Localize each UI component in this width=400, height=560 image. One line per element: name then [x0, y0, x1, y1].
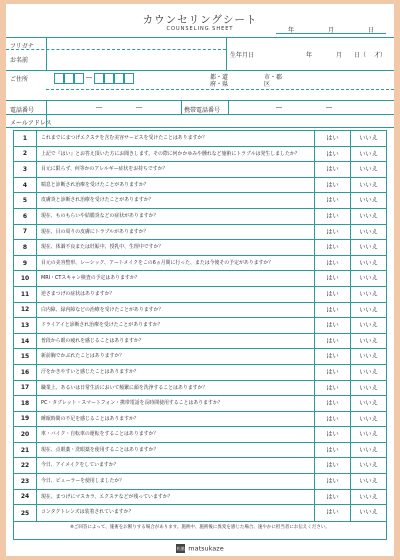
question-text: 現在、体調不良または妊娠中、授乳中、生理中ですか？	[36, 240, 314, 255]
question-row	[14, 178, 386, 194]
answer-no-option[interactable]: いいえ	[350, 256, 386, 271]
question-number: 14	[20, 337, 30, 345]
postal-code-box-3[interactable]	[74, 73, 84, 84]
question-text: 現在、目の周りの皮膚にトラブルがありますか？	[36, 225, 314, 240]
question-text: 汗をかきやすいと感じたことはありますか？	[36, 365, 314, 380]
answer-no-option[interactable]: いいえ	[350, 334, 386, 349]
question-text: MRI・CTスキャン検査の予定はありますか？	[36, 271, 314, 286]
birthdate-label: 生年月日	[230, 52, 255, 59]
answer-no-option[interactable]: いいえ	[350, 209, 386, 224]
form-date-field[interactable]	[276, 24, 386, 34]
mobile-label: 携帯電話番号	[184, 107, 221, 114]
mobile-separator-1: ―	[276, 104, 282, 111]
question-number: 20	[20, 431, 30, 439]
answer-no-option[interactable]: いいえ	[350, 458, 386, 473]
postal-code-box-4[interactable]	[94, 73, 104, 84]
answer-no-option[interactable]: いいえ	[350, 193, 386, 208]
city-label-bottom: 区	[264, 81, 271, 88]
question-text: 目元の美容整形、レーシック、アートメイクをこの6ヵ月間に行った、または今後その予定がありますか？	[36, 256, 314, 271]
question-number: 7	[22, 228, 28, 236]
disclaimer-note: ※ご回答によって、施術をお断りする場合があります。施術中、施術後に異変を感じた場合、速やかに担当者にお伝えください。	[70, 525, 330, 530]
question-number: 8	[22, 243, 28, 251]
answer-no-option[interactable]: いいえ	[350, 178, 386, 193]
birth-month-label: 月	[336, 52, 343, 59]
answer-yes-option[interactable]: はい	[314, 412, 350, 427]
date-year-label: 年	[288, 27, 295, 34]
question-row	[14, 412, 386, 428]
postal-code-box-1[interactable]	[54, 73, 64, 84]
answer-no-option[interactable]: いいえ	[350, 396, 386, 411]
answer-yes-option[interactable]: はい	[314, 505, 350, 521]
date-day-label: 日	[368, 27, 375, 34]
question-text: 車・バイク・自転車の運転をすることはありますか？	[36, 427, 314, 442]
answer-yes-option[interactable]: はい	[314, 178, 350, 193]
question-row	[14, 225, 386, 241]
question-number: 10	[20, 275, 30, 283]
question-text: 現在、まつげにマスカラ、エクステなどが残っていますか？	[36, 490, 314, 505]
question-row	[14, 458, 386, 474]
question-number: 11	[20, 290, 30, 298]
answer-no-option[interactable]: いいえ	[350, 381, 386, 396]
answer-yes-option[interactable]: はい	[314, 209, 350, 224]
counseling-sheet	[6, 4, 394, 556]
question-number: 18	[20, 399, 30, 407]
phone-separator-1: ―	[96, 104, 102, 111]
answer-no-option[interactable]: いいえ	[350, 490, 386, 505]
answer-yes-option[interactable]: はい	[314, 365, 350, 380]
question-text: 普段から眼の疲れを感じることはありますか？	[36, 334, 314, 349]
question-text: 喘息と診断され治療を受けたことがありますか？	[36, 178, 314, 193]
answer-yes-option[interactable]: はい	[314, 256, 350, 271]
question-text: 上記で『はい』とお答え頂いた方にお聞きします。その際に何かかゆみや腫れなど施術にトラブルは発生しましたか？	[36, 147, 314, 162]
answer-yes-option[interactable]: はい	[314, 287, 350, 302]
question-text: 睡眠時間の不足を感じることはありますか？	[36, 412, 314, 427]
question-row	[14, 490, 386, 506]
answer-no-option[interactable]: いいえ	[350, 474, 386, 489]
question-number: 6	[22, 212, 28, 220]
birth-day-label: 日（	[354, 52, 367, 59]
question-row	[14, 256, 386, 272]
question-text: 白内障、緑内障などの治療を受けたことがありますか？	[36, 303, 314, 318]
answer-yes-option[interactable]: はい	[314, 490, 350, 505]
answer-yes-option[interactable]: はい	[314, 193, 350, 208]
question-number: 25	[20, 509, 30, 517]
answer-no-option[interactable]: いいえ	[350, 287, 386, 302]
answer-yes-option[interactable]: はい	[314, 427, 350, 442]
question-number: 15	[20, 353, 30, 361]
brand-footer	[6, 544, 394, 553]
postal-code-box-5[interactable]	[104, 73, 114, 84]
question-text: 現在、点眼薬・洗眼薬を使用することはありますか？	[36, 443, 314, 458]
furigana-input[interactable]	[50, 39, 220, 48]
answer-no-option[interactable]: いいえ	[350, 365, 386, 380]
question-text: 逆さまつげの症状はありますか？	[36, 287, 314, 302]
question-number: 16	[20, 368, 30, 376]
question-row	[14, 131, 386, 147]
brand-name: matsukaze	[188, 544, 224, 553]
answer-yes-option[interactable]: はい	[314, 458, 350, 473]
answer-yes-option[interactable]: はい	[314, 396, 350, 411]
sheet-title: カウンセリングシート	[142, 14, 258, 26]
name-input[interactable]	[50, 52, 220, 68]
question-text: 職業上、あるいは日常生活において頻繁に顔を洗浄することはありますか？	[36, 381, 314, 396]
answer-no-option[interactable]: いいえ	[350, 349, 386, 364]
answer-no-option[interactable]: いいえ	[350, 225, 386, 240]
date-month-label: 月	[328, 27, 335, 34]
question-text: コンタクトレンズは装着されていますか？	[36, 505, 314, 521]
question-text: 新前胸でかぶれたことはありますか？	[36, 349, 314, 364]
question-number: 24	[20, 493, 30, 501]
answer-yes-option[interactable]: はい	[314, 303, 350, 318]
name-label: お名前	[10, 57, 29, 64]
question-number: 1	[22, 134, 28, 142]
question-row	[14, 427, 386, 443]
question-number: 5	[22, 197, 28, 205]
question-number: 19	[20, 415, 30, 423]
questions-table	[13, 130, 387, 522]
question-text: 現在、ものもらいや結膜炎などの症状がありますか？	[36, 209, 314, 224]
question-row	[14, 147, 386, 163]
email-input[interactable]	[50, 116, 390, 126]
question-row	[14, 193, 386, 209]
answer-yes-option[interactable]: はい	[314, 162, 350, 177]
answer-yes-option[interactable]: はい	[314, 334, 350, 349]
question-row	[14, 365, 386, 381]
brand-logo: 松風	[176, 546, 185, 551]
answer-no-option[interactable]: いいえ	[350, 303, 386, 318]
question-row	[14, 287, 386, 303]
question-row	[14, 381, 386, 397]
address-label: ご住所	[10, 76, 29, 83]
question-text: これまでにまつげエクステを含む美容サービスを受けたことはありますか？	[36, 131, 314, 146]
answer-yes-option[interactable]: はい	[314, 443, 350, 458]
question-number: 21	[20, 446, 30, 454]
question-row	[14, 209, 386, 225]
question-text: 今日、アイメイクをしていますか？	[36, 458, 314, 473]
answer-yes-option[interactable]: はい	[314, 318, 350, 333]
postal-code-box-6[interactable]	[114, 73, 124, 84]
answer-yes-option[interactable]: はい	[314, 271, 350, 286]
answer-no-option[interactable]: いいえ	[350, 131, 386, 146]
answer-yes-option[interactable]: はい	[314, 147, 350, 162]
birth-year-label: 年	[306, 52, 313, 59]
answer-no-option[interactable]: いいえ	[350, 318, 386, 333]
answer-yes-option[interactable]: はい	[314, 349, 350, 364]
question-row	[14, 474, 386, 490]
answer-yes-option[interactable]: はい	[314, 240, 350, 255]
answer-yes-option[interactable]: はい	[314, 131, 350, 146]
phone-separator-2: ―	[136, 104, 142, 111]
question-number: 9	[22, 259, 28, 267]
postal-code-box-7[interactable]	[124, 73, 134, 84]
question-text: 目元に限らず、何等かのアレルギー症状をお持ちですか？	[36, 162, 314, 177]
answer-no-option[interactable]: いいえ	[350, 162, 386, 177]
question-number: 4	[22, 181, 28, 189]
question-row	[14, 271, 386, 287]
answer-yes-option[interactable]: はい	[314, 474, 350, 489]
question-number: 13	[20, 321, 30, 329]
birth-age-label: 才）	[374, 52, 387, 59]
address-input[interactable]	[50, 91, 390, 99]
answer-no-option[interactable]: いいえ	[350, 271, 386, 286]
answer-no-option[interactable]: いいえ	[350, 427, 386, 442]
question-row	[14, 334, 386, 350]
question-row	[14, 443, 386, 459]
postal-dash: ―	[86, 74, 92, 81]
question-number: 2	[22, 150, 28, 158]
email-label: メールアドレス	[10, 120, 52, 127]
answer-no-option[interactable]: いいえ	[350, 147, 386, 162]
notes-area[interactable]	[13, 504, 387, 540]
question-text: 皮膚炎と診断され治療を受けたことがありますか？	[36, 193, 314, 208]
question-row	[14, 303, 386, 319]
city-label-top: 市・郡	[264, 74, 283, 81]
question-number: 23	[20, 477, 30, 485]
postal-code-box-2[interactable]	[64, 73, 74, 84]
phone-label: 電話番号	[10, 107, 35, 114]
question-row	[14, 162, 386, 178]
question-row	[14, 396, 386, 412]
question-row	[14, 318, 386, 334]
question-number: 12	[20, 306, 30, 314]
answer-no-option[interactable]: いいえ	[350, 505, 386, 521]
question-row	[14, 240, 386, 256]
mobile-separator-2: ―	[326, 104, 332, 111]
question-number: 22	[20, 462, 30, 470]
prefecture-label-top: 都・道	[210, 74, 229, 81]
prefecture-label-bottom: 府・県	[210, 81, 229, 88]
question-row	[14, 349, 386, 365]
answer-yes-option[interactable]: はい	[314, 225, 350, 240]
sheet-subtitle: COUNSELING SHEET	[166, 26, 234, 32]
question-text: ドライアイと診断され治療を受けたことがありますか？	[36, 318, 314, 333]
question-text: 今日、ビューラーを使用しましたか？	[36, 474, 314, 489]
customer-info-block	[6, 37, 394, 127]
answer-no-option[interactable]: いいえ	[350, 240, 386, 255]
question-number: 3	[22, 165, 28, 173]
question-number: 17	[20, 384, 30, 392]
answer-no-option[interactable]: いいえ	[350, 412, 386, 427]
answer-yes-option[interactable]: はい	[314, 381, 350, 396]
question-text: PC・タブレット・スマートフォン・携帯電話を長時間使用することはありますか？	[36, 396, 314, 411]
furigana-label: フリガナ	[10, 43, 34, 50]
answer-no-option[interactable]: いいえ	[350, 443, 386, 458]
